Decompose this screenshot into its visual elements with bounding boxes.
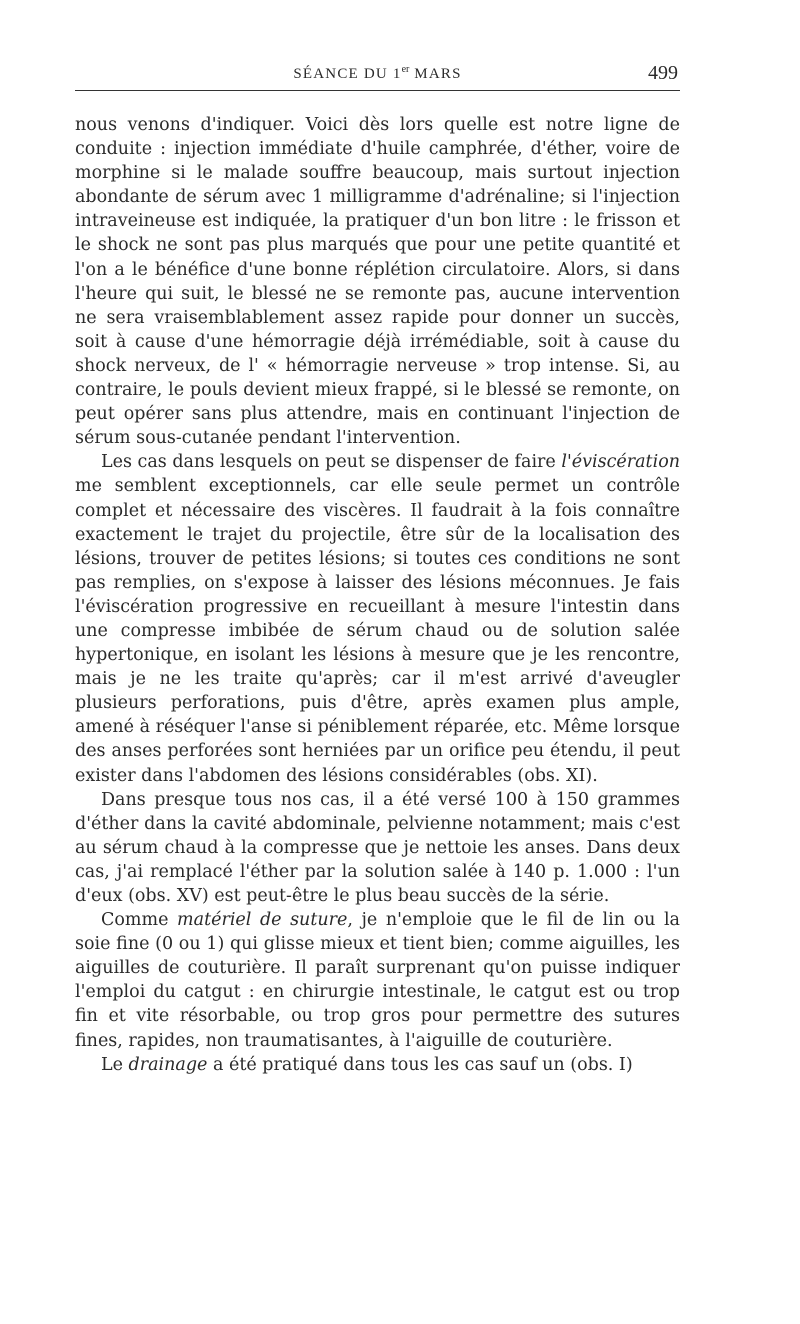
text-segment: Le [101, 1054, 129, 1075]
text-segment: Comme [101, 910, 178, 931]
text-segment: Les cas dans lesquels on peut se dispenser de faire [101, 452, 562, 473]
italic-term: l'éviscération [561, 452, 680, 473]
italic-term: drainage [128, 1054, 208, 1075]
page-number: 499 [648, 62, 678, 84]
text-segment: Dans presque tous nos cas, il a été versé 100 à 150 grammes d'éther dans la cavité abdominale, pelvienne notamment; mais c'est au sérum chaud à la compresse que je nettoie les anses. Dans deux cas, j'ai remplacé l'éther par la solution salée à 140 p. 1.000 : l'un d'eux (obs. XV) est peut-être le plus beau succès de la série. [75, 789, 680, 906]
paragraph [75, 908, 680, 1053]
text-segment: me semblent exceptionnels, car elle seule permet un contrôle complet et nécessaire des viscères. Il faudrait à la fois connaître exactement le trajet du projectile, être sûr de la localisation des lésions, trouver de petites lésions; si toutes ces conditions ne sont pas remplies, on s'expose à laisser des lésions méconnues. Je fais l'éviscération progressive en recueillant à mesure l'intestin dans une compresse imbibée de sérum chaud ou de solution salée hypertonique, en isolant les lésions à mesure que je les rencontre, mais je ne les traite qu'après; car il m'est arrivé d'aveugler plusieurs perforations, puis d'être, après examen plus ample, amené à réséquer l'anse si péniblement réparée, etc. Même lorsque des anses perforées sont herniées par un orifice peu étendu, il peut exister dans l'abdomen des lésions considérables (obs. XI). [75, 476, 680, 786]
paragraph [75, 113, 680, 450]
running-title-superscript: er [401, 64, 410, 75]
text-segment: , je n'emploie que le fil de lin ou la soie fine (0 ou 1) qui glisse mieux et tient bien; comme aiguilles, les aiguilles de couturière. Il paraît surprenant qu'on puisse indiquer l'emploi du catgut : en chirurgie intestinale, le catgut est ou trop fin et vite résorbable, ou trop gros pour permettre des sutures fines, rapides, non traumatisantes, à l'aiguille de couturière. [75, 910, 680, 1051]
paragraph [75, 450, 680, 787]
running-title-month: MARS [409, 66, 462, 82]
running-title-main: SÉANCE DU 1 [293, 66, 402, 82]
italic-term: matériel de suture [177, 910, 348, 931]
book-page [75, 62, 680, 1077]
running-header [75, 62, 680, 91]
text-segment: nous venons d'indiquer. Voici dès lors quelle est notre ligne de conduite : injection immédiate d'huile camphrée, d'éther, voire de morphine si le malade souffre beaucoup, mais surtout injection abondante de sérum avec 1 milligramme d'adrénaline; si l'injection intraveineuse est indiquée, la pratiquer d'un bon litre : le frisson et le shock ne sont pas plus marqués que pour une petite quantité et l'on a le bénéfice d'une bonne réplétion circulatoire. Alors, si dans l'heure qui suit, le blessé ne se remonte pas, aucune intervention ne sera vraisemblablement assez rapide pour donner un succès, soit à cause d'une hémorragie déjà irrémédiable, soit à cause du shock nerveux, de l' « hémorragie nerveuse » trop intense. Si, au contraire, le pouls devient mieux frappé, si le blessé se remonte, on peut opérer sans plus attendre, mais en continuant l'injection de sérum sous-cutanée pendant l'intervention. [75, 115, 680, 449]
paragraph [75, 788, 680, 908]
running-title [75, 64, 680, 83]
body-text [75, 113, 680, 1077]
paragraph [75, 1053, 680, 1077]
text-segment: a été pratiqué dans tous les cas sauf un (obs. I) [207, 1054, 633, 1075]
